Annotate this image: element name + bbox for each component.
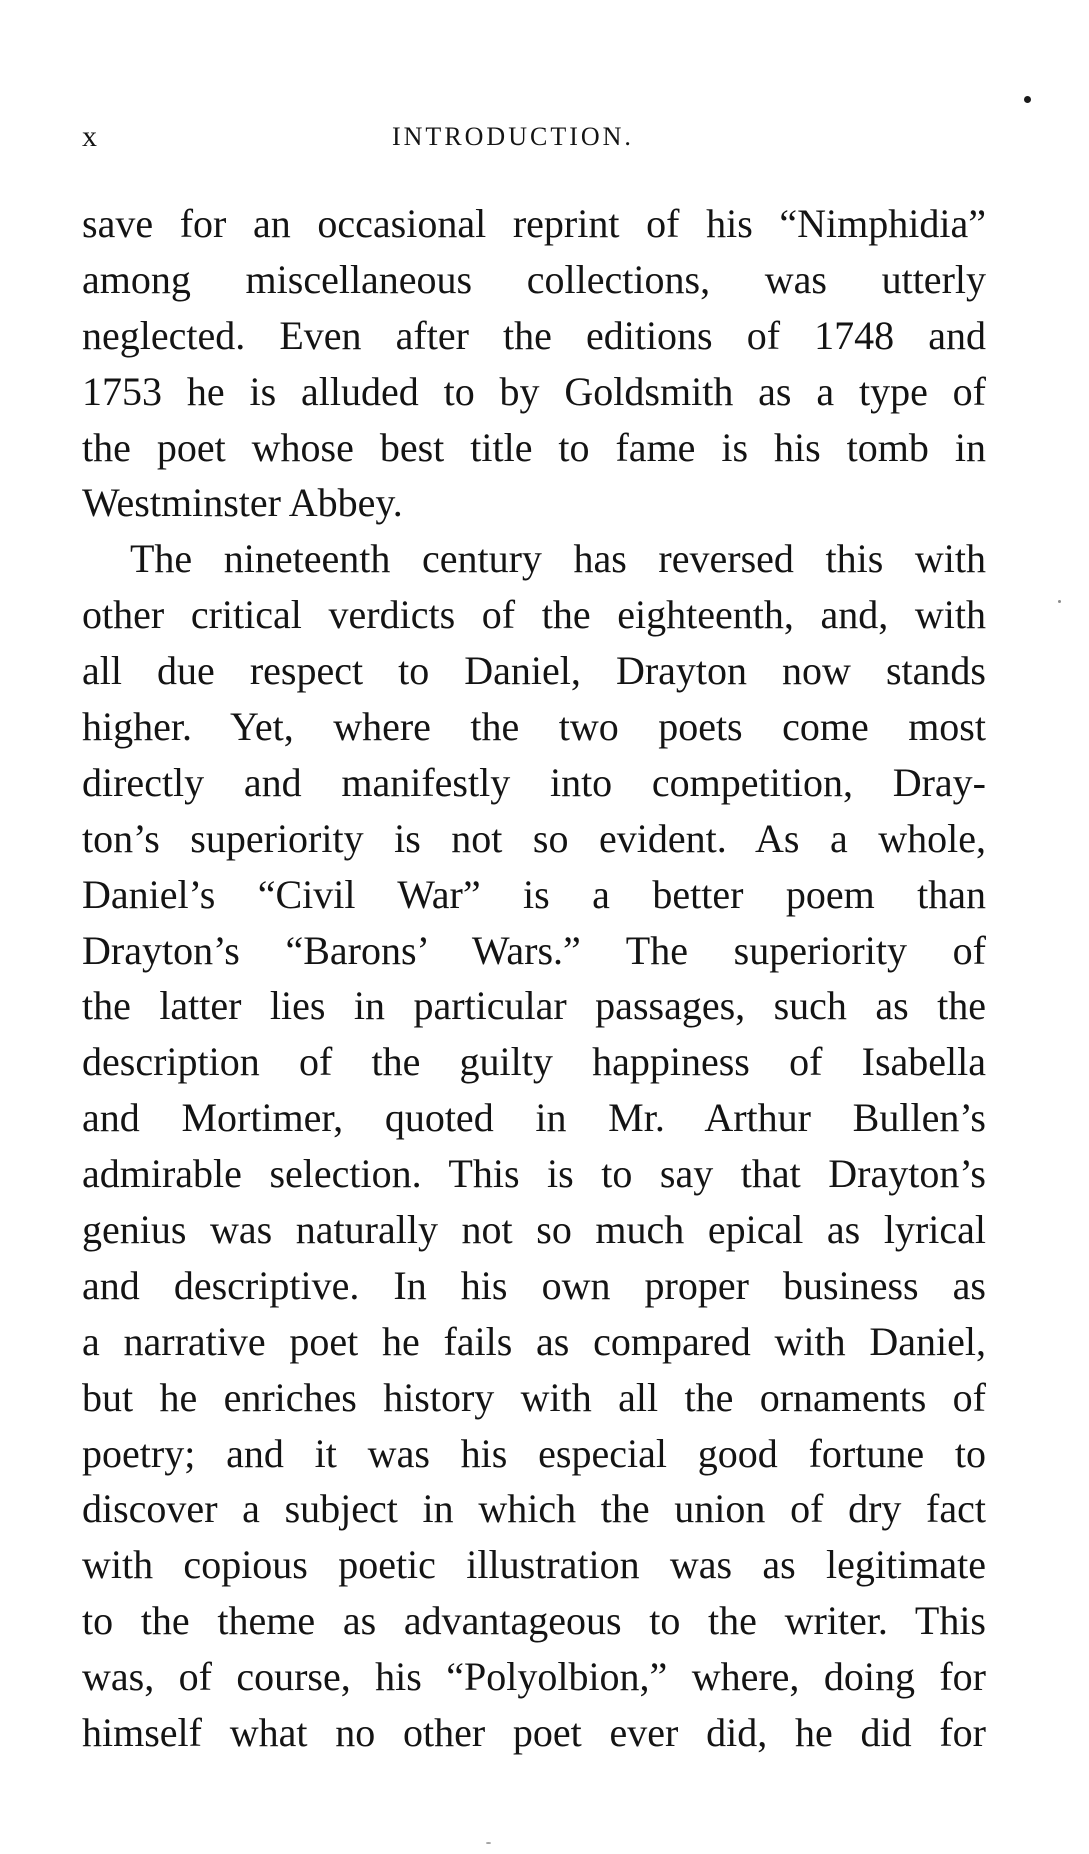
text-line: with copious poetic illustration was as legitimate [82, 1542, 986, 1588]
paragraph-2 [82, 531, 986, 1761]
page-number: x [82, 120, 98, 153]
text-line: poetry; and it was his especial good fortune to [82, 1430, 986, 1476]
body-text [82, 196, 986, 1761]
running-head [82, 120, 982, 160]
text-line: and descriptive. In his own proper business as [82, 1262, 986, 1308]
text-line: all due respect to Daniel, Drayton now stands [82, 648, 986, 694]
ink-speck [1058, 600, 1061, 603]
text-line: higher. Yet, where the two poets come most [82, 704, 986, 750]
text-line: Daniel’s “Civil War” is a better poem than [82, 871, 986, 917]
text-line: The nineteenth century has reversed this with [130, 536, 986, 582]
text-line: ton’s superiority is not so evident. As a whole, [82, 815, 986, 861]
text-line: the poet whose best title to fame is his tomb in [82, 424, 986, 470]
ink-speck [486, 1842, 491, 1844]
text-line: but he enriches history with all the ornaments of [82, 1374, 986, 1420]
running-title: INTRODUCTION. [392, 122, 634, 151]
text-line: among miscellaneous collections, was utterly [82, 256, 986, 302]
text-line: admirable selection. This is to say that Drayton’s [82, 1151, 986, 1197]
text-line: Drayton’s “Barons’ Wars.” The superiority of [82, 927, 986, 973]
text-line: other critical verdicts of the eighteenth, and, with [82, 592, 986, 638]
text-line: a narrative poet he fails as compared with Daniel, [82, 1318, 986, 1364]
text-line: 1753 he is alluded to by Goldsmith as a type of [82, 368, 986, 414]
text-line: himself what no other poet ever did, he did for [82, 1710, 986, 1756]
text-line: and Mortimer, quoted in Mr. Arthur Bullen’s [82, 1095, 986, 1141]
text-line: to the theme as advantageous to the writer. This [82, 1598, 986, 1644]
text-line: Westminster Abbey. [82, 480, 403, 526]
text-line: the latter lies in particular passages, such as the [82, 983, 986, 1029]
text-line: discover a subject in which the union of dry fact [82, 1486, 986, 1532]
text-line: neglected. Even after the editions of 1748 and [82, 312, 986, 358]
text-line: save for an occasional reprint of his “Nimphidia” [82, 201, 986, 246]
text-line: was, of course, his “Polyolbion,” where, doing for [82, 1654, 986, 1700]
text-line: genius was naturally not so much epical as lyrical [82, 1207, 986, 1253]
paragraph-1 [82, 196, 986, 531]
ink-speck [1024, 96, 1031, 103]
text-line: description of the guilty happiness of Isabella [82, 1039, 986, 1085]
text-line: directly and manifestly into competition, Dray- [82, 759, 986, 805]
